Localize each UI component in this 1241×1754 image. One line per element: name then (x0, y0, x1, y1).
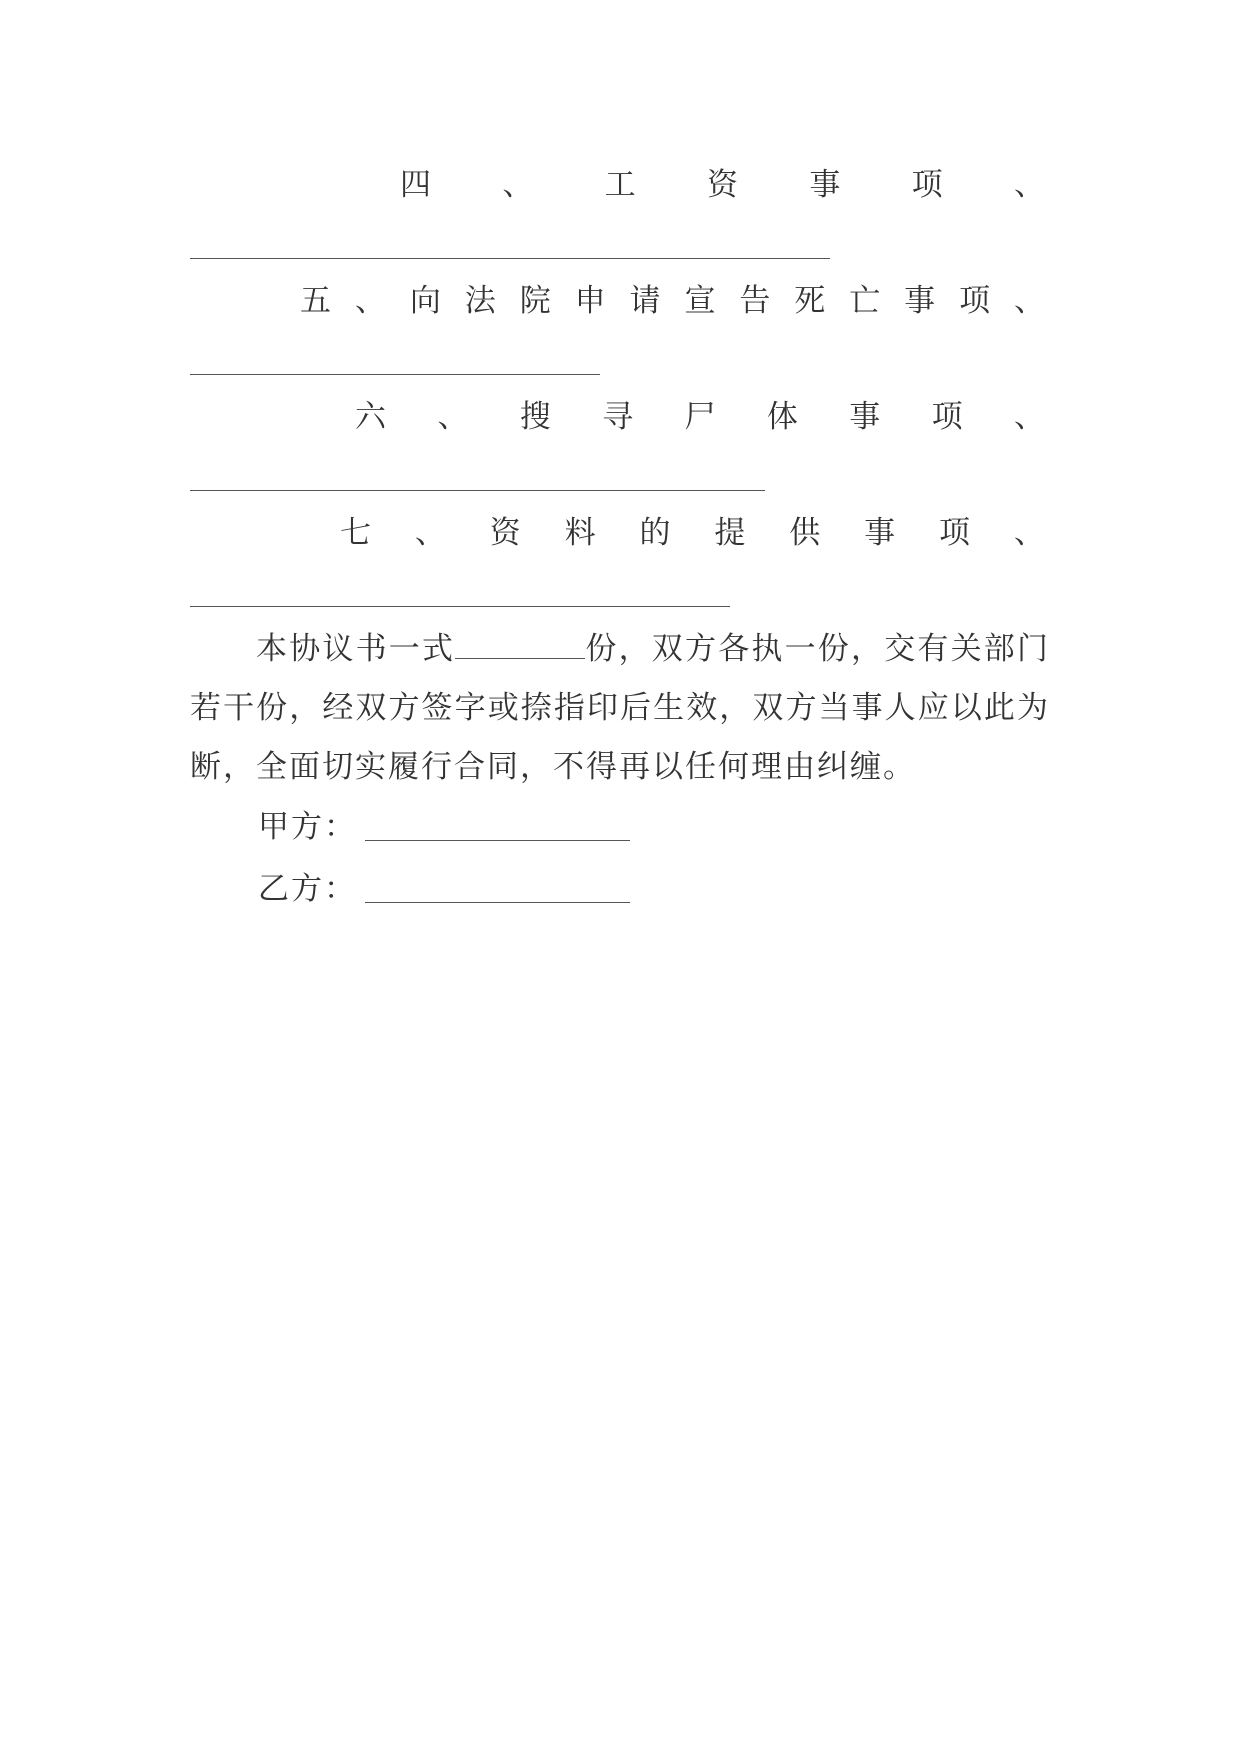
clause-6-char: 寻 (602, 399, 634, 435)
clause-7-char: 事 (864, 515, 896, 551)
party-b-signature-line (365, 876, 630, 903)
clause-7-char: 项 (939, 515, 970, 551)
clause-6-char: 项 (931, 399, 963, 435)
clause-5-char: 申 (574, 283, 606, 319)
clause-6-char: 事 (849, 399, 881, 435)
clause-7-char: 供 (789, 515, 821, 551)
clause-7-char: 的 (639, 515, 671, 551)
clause-5-char: 、 (1013, 283, 1045, 319)
party-a-signature-line (365, 814, 630, 841)
clause-7-char: 提 (714, 515, 746, 551)
clause-7-char: 料 (564, 515, 596, 551)
party-a-label: 甲方： (258, 809, 357, 845)
clause-5-char: 告 (739, 283, 771, 319)
clause-5-char: 法 (464, 283, 496, 319)
clause-5-char: 请 (629, 283, 661, 319)
copies-blank (455, 632, 585, 659)
clause-5-fill-line (190, 374, 600, 375)
clause-6-fill-line (190, 490, 765, 491)
clause-5-char: 、 (354, 283, 386, 319)
clause-5-char: 五 (300, 283, 331, 319)
clause-6-char: 尸 (684, 399, 716, 435)
clause-6-char: 、 (437, 399, 469, 435)
clause-7-char: 七 (340, 515, 371, 551)
clause-5-char: 事 (904, 283, 936, 319)
closing-text-start: 本协议书一式 (256, 631, 456, 667)
clause-6-char: 、 (1014, 399, 1045, 435)
clause-6-char: 体 (766, 399, 798, 435)
clause-4-char: 事 (809, 167, 841, 203)
clause-5-char: 项 (959, 283, 991, 319)
clause-4-char: 工 (604, 167, 636, 203)
clause-7-heading (340, 508, 1045, 558)
clause-5-char: 向 (409, 283, 441, 319)
closing-paragraph (190, 620, 1050, 797)
party-b-label: 乙方： (258, 871, 357, 907)
clause-5-char: 死 (794, 283, 826, 319)
clause-5-heading (300, 276, 1045, 326)
closing-text-rest: 份，双方各执一份，交有关部门若干份，经双方签字或捺指印后生效，双方当事人应以此为断，全面切实履行合同，不得再以任何理由纠缠。 (190, 631, 1051, 785)
clause-4-char: 四 (400, 167, 431, 203)
party-a-signature (258, 802, 630, 852)
clause-4-char: 、 (502, 167, 534, 203)
clause-7-fill-line (190, 606, 730, 607)
clause-5-char: 宣 (684, 283, 716, 319)
clause-4-fill-line (190, 258, 830, 259)
party-b-signature (258, 864, 630, 914)
clause-5-char: 亡 (849, 283, 881, 319)
clause-6-char: 六 (355, 399, 386, 435)
clause-4-heading (400, 160, 1045, 210)
clause-4-char: 项 (911, 167, 943, 203)
clause-4-char: 、 (1013, 167, 1045, 203)
clause-5-char: 院 (519, 283, 551, 319)
clause-4-char: 资 (706, 167, 738, 203)
clause-6-heading (355, 392, 1045, 442)
clause-6-char: 搜 (519, 399, 551, 435)
clause-7-char: 、 (1013, 515, 1045, 551)
clause-7-char: 资 (489, 515, 521, 551)
clause-7-char: 、 (414, 515, 446, 551)
